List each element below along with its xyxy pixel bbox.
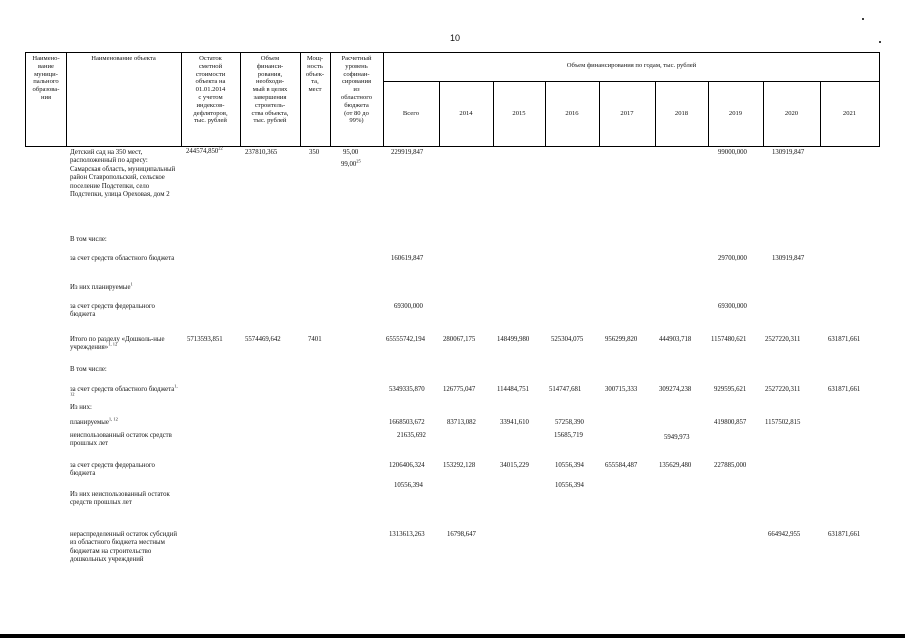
value-2020: 2527220,311 [765,336,801,343]
needed-funding: 237810,365 [245,149,278,156]
row-label: неиспользованный остаток средств прошлых лет [70,432,172,448]
header-cofinancing-level: Расчетный уровень софинан- сирования из областного бюджета (от 80 до 99%) [340,55,373,125]
total-value: 65555742,194 [386,336,426,343]
value-2020: 664942,955 [768,531,801,538]
header-needed-funding: Объем финанси- рования, необходи- мый в целях завершения строитель- ства объекта, тыс. рублей [251,55,289,125]
row-label: В том числе: [70,366,107,373]
section-total-label: Итого по разделу «Дошколь-ные учреждения»$^{1, 12}$ [70,336,165,352]
value-2017: 655584,487 [605,462,638,469]
value-2018: 135629,480 [659,462,692,469]
row-label: В том числе: [70,236,107,243]
value-2021: 631871,661 [828,336,861,343]
header-estimate-balance: Остаток сметной стоимости объекта на 01.01.2014 с учетом индексов- дефляторов, тыс. рублей [193,55,228,125]
value-2017: 300715,333 [605,386,638,393]
page-bottom-border [0,634,905,638]
header-capacity: Мощ- ность объек- та, мест [305,55,325,94]
estimate-balance: 244574,850$^{22}$ [186,145,223,155]
scan-speck [879,41,881,43]
total-value: 5349335,870 [389,386,425,393]
capacity: 7401 [308,336,322,343]
total-value: 1313613,263 [389,531,425,538]
header-funding-by-year: Объем финансирования по годам, тыс. рублей [566,62,697,69]
value-2018: 5949,973 [664,434,690,441]
header-object-name: Наименование объекта [91,55,156,62]
value-2019: 227885,000 [714,462,747,469]
total-value: 1206406,324 [389,462,425,469]
cofinancing-level: 95,00 [343,149,359,156]
value-2015: 148499,980 [497,336,530,343]
value-2018: 309274,238 [659,386,692,393]
page-number: 10 [449,33,460,43]
value-2019: 419800,857 [714,419,747,426]
value-2014: 83713,082 [447,419,476,426]
value-2016: 514747,681 [549,386,582,393]
total-value: 229919,847 [391,149,424,156]
value-2016: 10556,394 [555,462,584,469]
value-2016: 525304,075 [551,336,584,343]
header-year-2017: 2017 [620,110,634,117]
value-2014: 126775,047 [443,386,476,393]
value-2014: 280067,175 [443,336,476,343]
header-year-2018: 2018 [674,110,689,117]
total-value: 1668503,672 [389,419,425,426]
total-value: 160619,847 [391,255,424,262]
total-value: 21635,692 [397,432,426,439]
header-year-2019: 2019 [728,110,743,117]
value-2016: 57258,390 [555,419,584,426]
total-value: 10556,394 [394,482,423,489]
value-2019: 29700,000 [718,255,747,262]
row-label: за счет средств областного бюджета [70,255,175,262]
cofinancing-level: 99,00$^{25}$ [341,158,361,168]
scan-speck [862,18,864,20]
header-year-2021: 2021 [842,110,857,117]
row-label: Из них: [70,404,92,411]
value-2020: 130919,847 [772,149,805,156]
header-year-2015: 2015 [512,110,526,117]
row-label: за счет средств федерального бюджета [70,303,155,319]
value-2016: 10556,394 [555,482,584,489]
value-2015: 34015,229 [500,462,529,469]
value-2021: 631871,661 [828,386,861,393]
header-municipality: Наимено- вание муници- пального образова- ния [32,55,60,101]
estimate-balance: 5713593,851 [187,336,223,343]
value-2020: 130919,847 [772,255,805,262]
value-2019: 929595,621 [714,386,747,393]
needed-funding: 5574469,642 [245,336,281,343]
row-label: нераспределенный остаток субсидий из областного бюджета местным бюджетам на строительство дошкольных учреждений [70,531,177,564]
value-2020: 1157502,815 [765,419,801,426]
value-2014: 16798,647 [447,531,476,538]
object-name: Детский сад на 350 мест, расположенный по адресу: Самарская область, муниципальный район Ставропольский, сельское поселение Подстепки, село Подстепки, улица Ореховая, дом 2 [70,149,176,199]
value-2015: 114484,751 [497,386,530,393]
value-2014: 153292,128 [443,462,476,469]
value-2015: 33941,610 [500,419,529,426]
value-2017: 956299,820 [605,336,638,343]
header-year-total: Всего [402,110,420,117]
total-value: 69300,000 [394,303,423,310]
value-2020: 2527220,311 [765,386,801,393]
header-year-2020: 2020 [784,110,799,117]
value-2019: 1157480,621 [711,336,747,343]
value-2018: 444903,718 [659,336,692,343]
value-2019: 99000,000 [718,149,747,156]
value-2016: 15685,719 [554,432,583,439]
capacity: 350 [309,149,320,156]
value-2021: 631871,661 [828,531,861,538]
header-year-2014: 2014 [459,110,473,117]
row-label: за счет средств областного бюджета$^{1, 12}$ [70,383,178,398]
value-2019: 69300,000 [718,303,747,310]
row-label: за счет средств федерального бюджета [70,462,155,478]
header-year-2016: 2016 [565,110,579,117]
row-label: Из них неиспользованный остаток средств прошлых лет [70,491,170,507]
row-label: Из них планируемые$^1$ [70,281,133,291]
row-label: планируемые$^{1, 12}$ [70,416,118,426]
